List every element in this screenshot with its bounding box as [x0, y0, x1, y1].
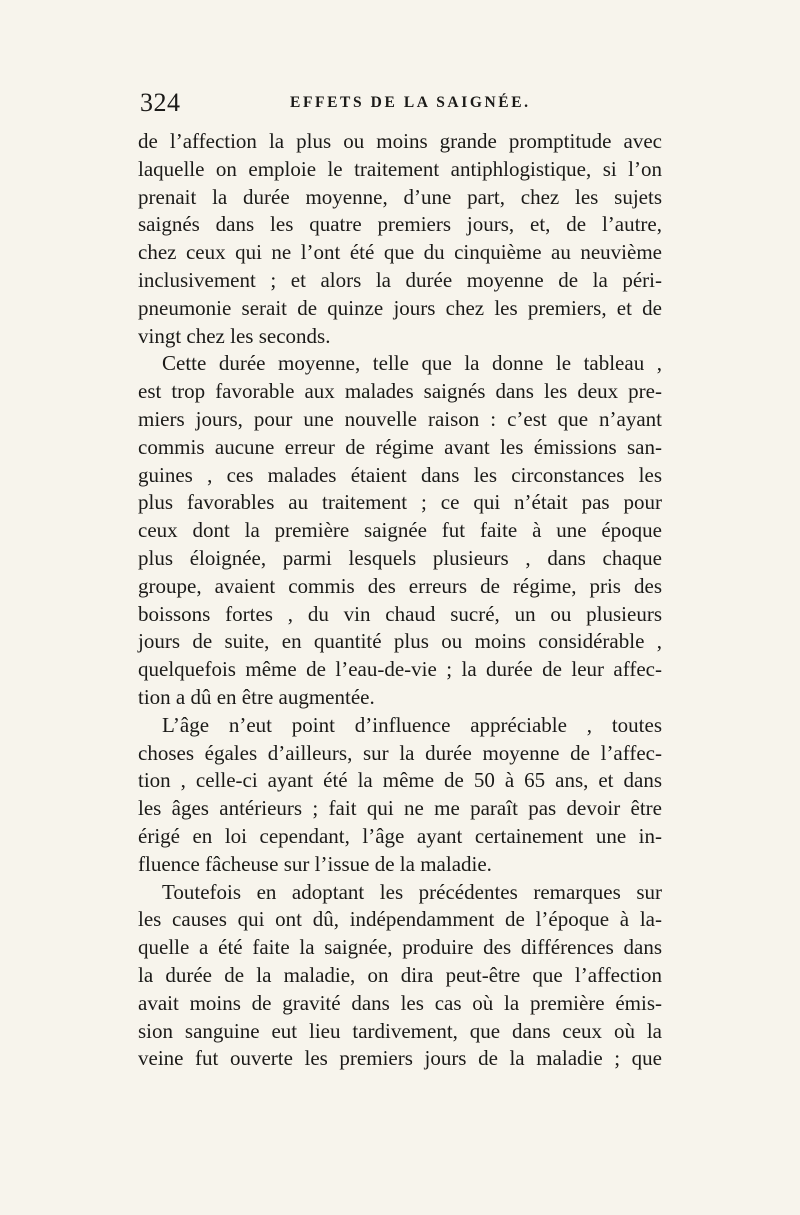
text-line: jours de suite, en quantité plus ou moins considérable , — [138, 629, 662, 654]
text-line: ceux dont la première saignée fut faite à une époque — [138, 518, 662, 543]
text-line: quelquefois même de l’eau-de-vie ; la durée de leur affec- — [138, 657, 662, 682]
text-line: groupe, avaient commis des erreurs de régime, pris des — [138, 573, 662, 598]
body-text — [138, 128, 662, 1073]
text-line: vingt chez les seconds. — [138, 323, 331, 348]
text-line: commis aucune erreur de régime avant les émissions san- — [138, 434, 662, 459]
text-line: saignés dans les quatre premiers jours, et, de l’autre, — [138, 212, 662, 237]
text-line: les causes qui ont dû, indépendamment de l’époque à la- — [138, 907, 662, 932]
text-line: tion a dû en être augmentée. — [138, 684, 375, 709]
text-line: plus favorables au traitement ; ce qui n’était pas pour — [138, 490, 662, 515]
text-line: sion sanguine eut lieu tardivement, que dans ceux où la — [138, 1018, 662, 1043]
text-line: boissons fortes , du vin chaud sucré, un ou plusieurs — [138, 601, 662, 626]
text-line: prenait la durée moyenne, d’une part, chez les sujets — [138, 184, 662, 209]
text-line: la durée de la maladie, on dira peut-être que l’affection — [138, 962, 662, 987]
text-line: érigé en loi cependant, l’âge ayant certainement une in- — [138, 823, 662, 848]
text-line: choses égales d’ailleurs, sur la durée moyenne de l’affec- — [138, 740, 662, 765]
text-line: Cette durée moyenne, telle que la donne le tableau , — [162, 351, 662, 376]
text-line: quelle a été faite la saignée, produire des différences dans — [138, 935, 662, 960]
text-line: plus éloignée, parmi lesquels plusieurs , dans chaque — [138, 545, 662, 570]
page-header — [140, 88, 662, 124]
text-line: chez ceux qui ne l’ont été que du cinquième au neuvième — [138, 240, 662, 265]
text-line: guines , ces malades étaient dans les circonstances les — [138, 462, 662, 487]
text-line: laquelle on emploie le traitement antiphlogistique, si l’on — [138, 156, 662, 181]
text-line: tion , celle-ci ayant été la même de 50 à 65 ans, et dans — [138, 768, 662, 793]
text-line: inclusivement ; et alors la durée moyenne de la péri- — [138, 267, 662, 292]
page-number: 324 — [140, 88, 181, 117]
text-line: est trop favorable aux malades saignés dans les deux pre- — [138, 379, 662, 404]
text-line: de l’affection la plus ou moins grande promptitude avec — [138, 129, 662, 153]
text-line: les âges antérieurs ; fait qui ne me paraît pas devoir être — [138, 796, 662, 821]
text-line: L’âge n’eut point d’influence appréciable , toutes — [162, 712, 662, 737]
text-line: Toutefois en adoptant les précédentes remarques sur — [162, 879, 662, 904]
text-line: miers jours, pour une nouvelle raison : c’est que n’ayant — [138, 406, 662, 431]
text-line: veine fut ouverte les premiers jours de la maladie ; que — [138, 1046, 662, 1071]
text-line: avait moins de gravité dans les cas où la première émis- — [138, 990, 662, 1015]
text-line: fluence fâcheuse sur l’issue de la maladie. — [138, 851, 492, 876]
running-title: EFFETS DE LA SAIGNÉE. — [290, 94, 531, 111]
text-line: pneumonie serait de quinze jours chez les premiers, et de — [138, 295, 662, 320]
